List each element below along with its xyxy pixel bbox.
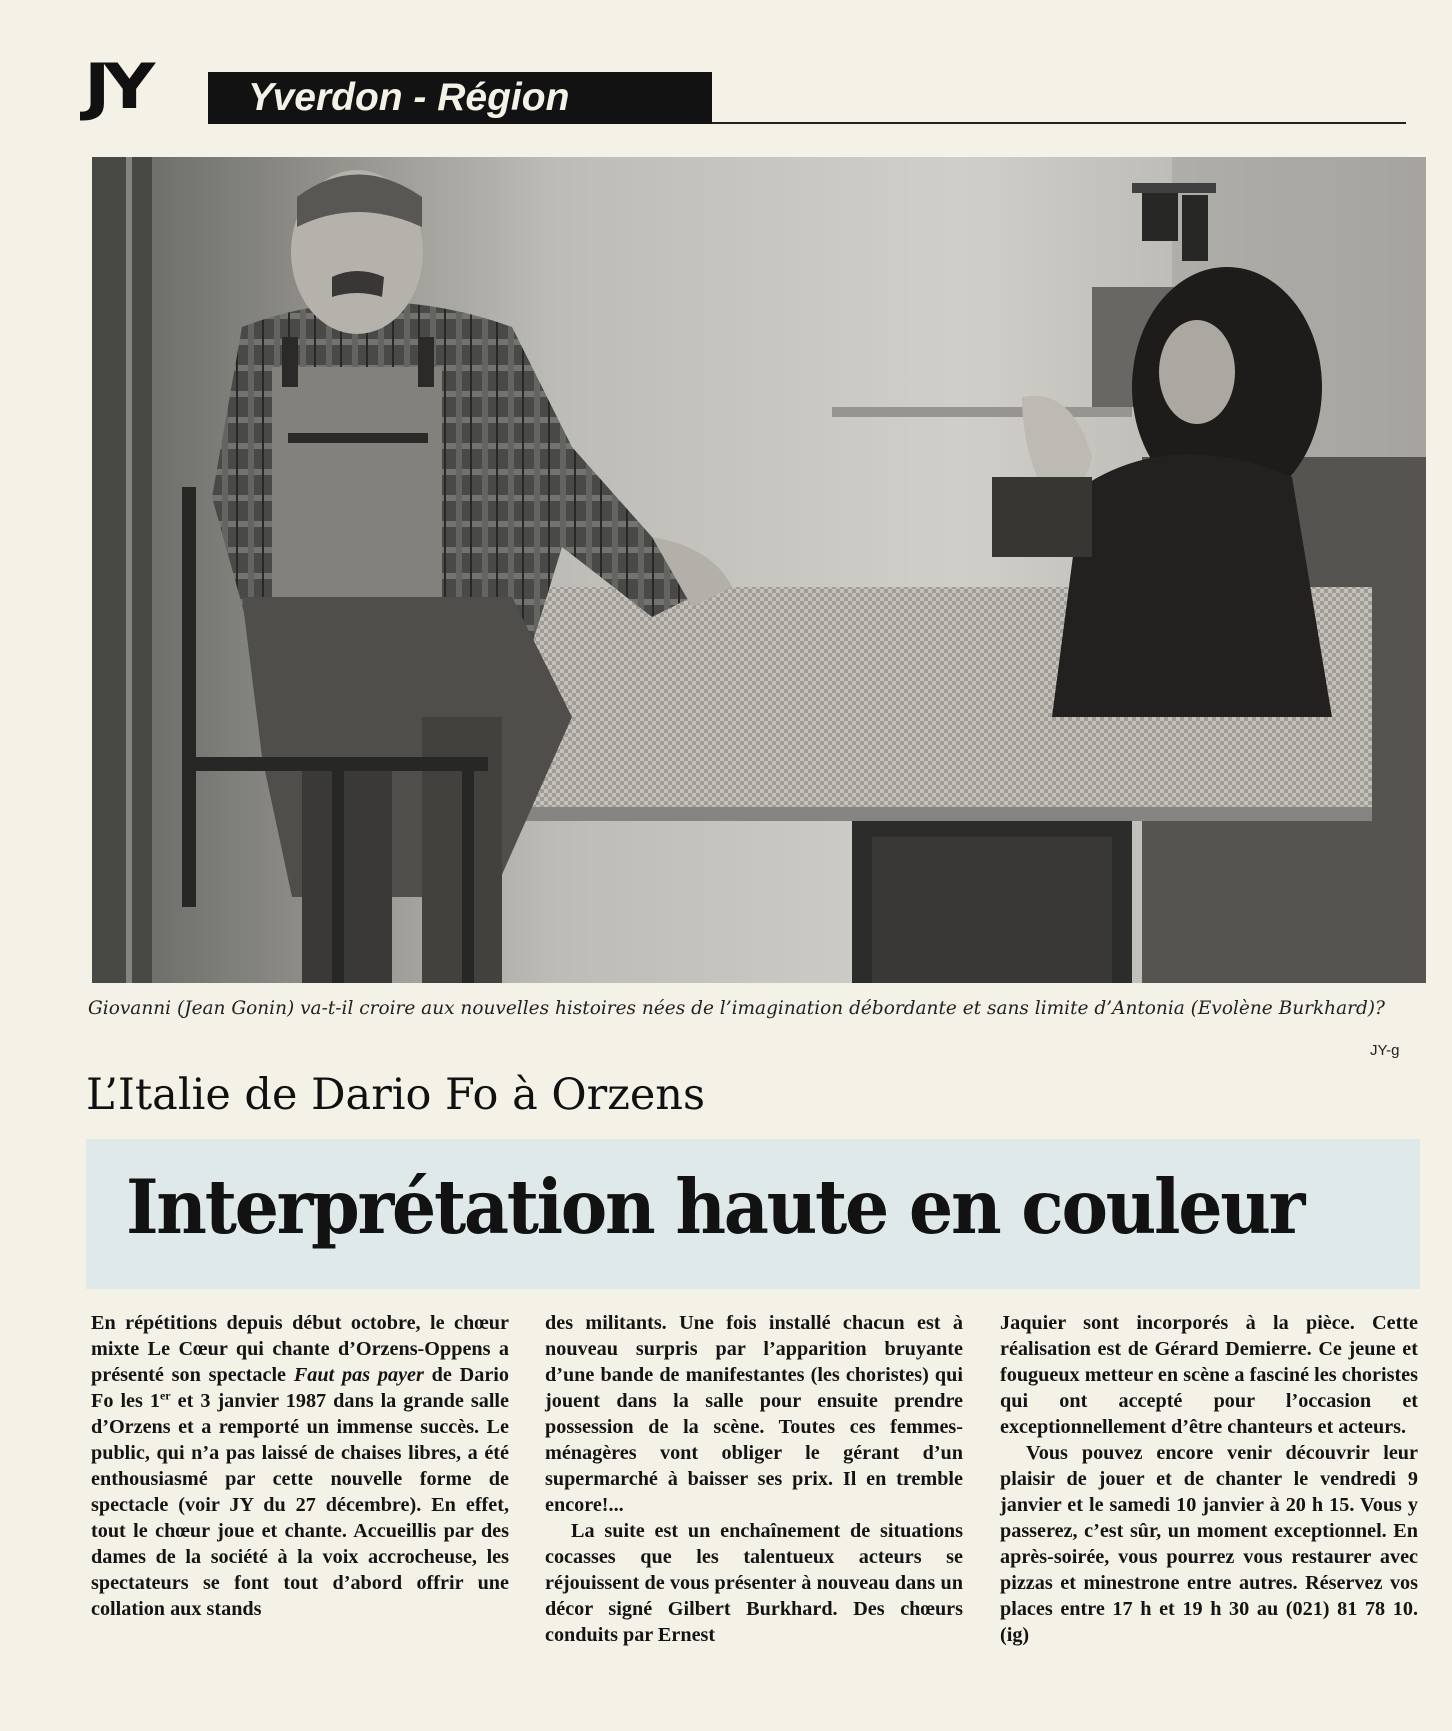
headline-box bbox=[86, 1139, 1420, 1289]
paragraph bbox=[91, 1310, 509, 1622]
newspaper-logo: JY bbox=[84, 50, 149, 123]
article-column-2 bbox=[545, 1310, 963, 1648]
article-kicker: L’Italie de Dario Fo à Orzens bbox=[86, 1070, 706, 1120]
paragraph: des militants. Une fois installé chacun est à nouveau surpris par l’apparition bruyante d’une bande de manifestantes (les choristes) qui jouent dans la salle pour ensuite prendre possession de la scène. Toutes ces femmes-ménagères vont obliger le gérant d’un supermarché à baisser ses prix. Il en tremble encore!... bbox=[545, 1312, 963, 1516]
photo-credit: JY-g bbox=[1370, 1042, 1400, 1059]
paragraph: Jaquier sont incorporés à la pièce. Cette réalisation est de Gérard Demierre. Ce jeune et fougueux metteur en scène a fasciné les choristes qui ont accepté pour l’occasion et exceptionnellement d’être chanteurs et acteurs. bbox=[1000, 1312, 1418, 1438]
text-run: et 3 janvier 1987 dans la grande salle d’Orzens et a remporté un immense succès. Le public, qui n’a pas laissé de chaises libres, a été enthousiasmé par cette nouvelle forme de spectacle (voir JY du 27 décembre). En effet, tout le chœur joue et chante. Accueillis par des dames de la société à la voix accrocheuse, les spectateurs se font tout d’abord offrir une collation aux stands bbox=[91, 1390, 509, 1620]
ordinal-suffix: er bbox=[159, 1388, 171, 1403]
article-column-1 bbox=[91, 1310, 509, 1622]
photo-caption: Giovanni (Jean Gonin) va-t-il croire aux nouvelles histoires nées de l’imagination débordante et sans limite d’Antonia (Evolène Burkhard)? bbox=[88, 998, 1385, 1019]
paragraph: La suite est un enchaînement de situations cocasses que les talentueux acteurs se réjouissent de vous présenter à nouveau dans un décor signé Gilbert Burkhard. Des chœurs conduits par Ernest bbox=[545, 1520, 963, 1646]
section-title: Yverdon - Région bbox=[248, 76, 570, 119]
text-run: de Dario Fo les 1 bbox=[91, 1364, 509, 1412]
section-rule bbox=[712, 122, 1406, 124]
text-run: En répétitions depuis début octobre, le chœur mixte Le Cœur qui chante d’Orzens-Oppens a présenté son spectacle bbox=[91, 1312, 509, 1386]
paragraph: Vous pouvez encore venir découvrir leur plaisir de jouer et de chanter le vendredi 9 janvier et le samedi 10 janvier à 20 h 15. Vous y passerez, c’est sûr, un moment exceptionnel. En après-soirée, vous pourrez vous restaurer avec pizzas et minestrone entre autres. Réservez vos places entre 17 h et 19 h 30 au (021) 81 78 10. (ig) bbox=[1000, 1442, 1418, 1646]
article-headline: Interprétation haute en couleur bbox=[126, 1163, 1304, 1251]
play-title: Faut pas payer bbox=[293, 1364, 424, 1386]
section-banner bbox=[208, 72, 712, 124]
article-photo bbox=[92, 157, 1426, 983]
article-column-3 bbox=[1000, 1310, 1418, 1648]
